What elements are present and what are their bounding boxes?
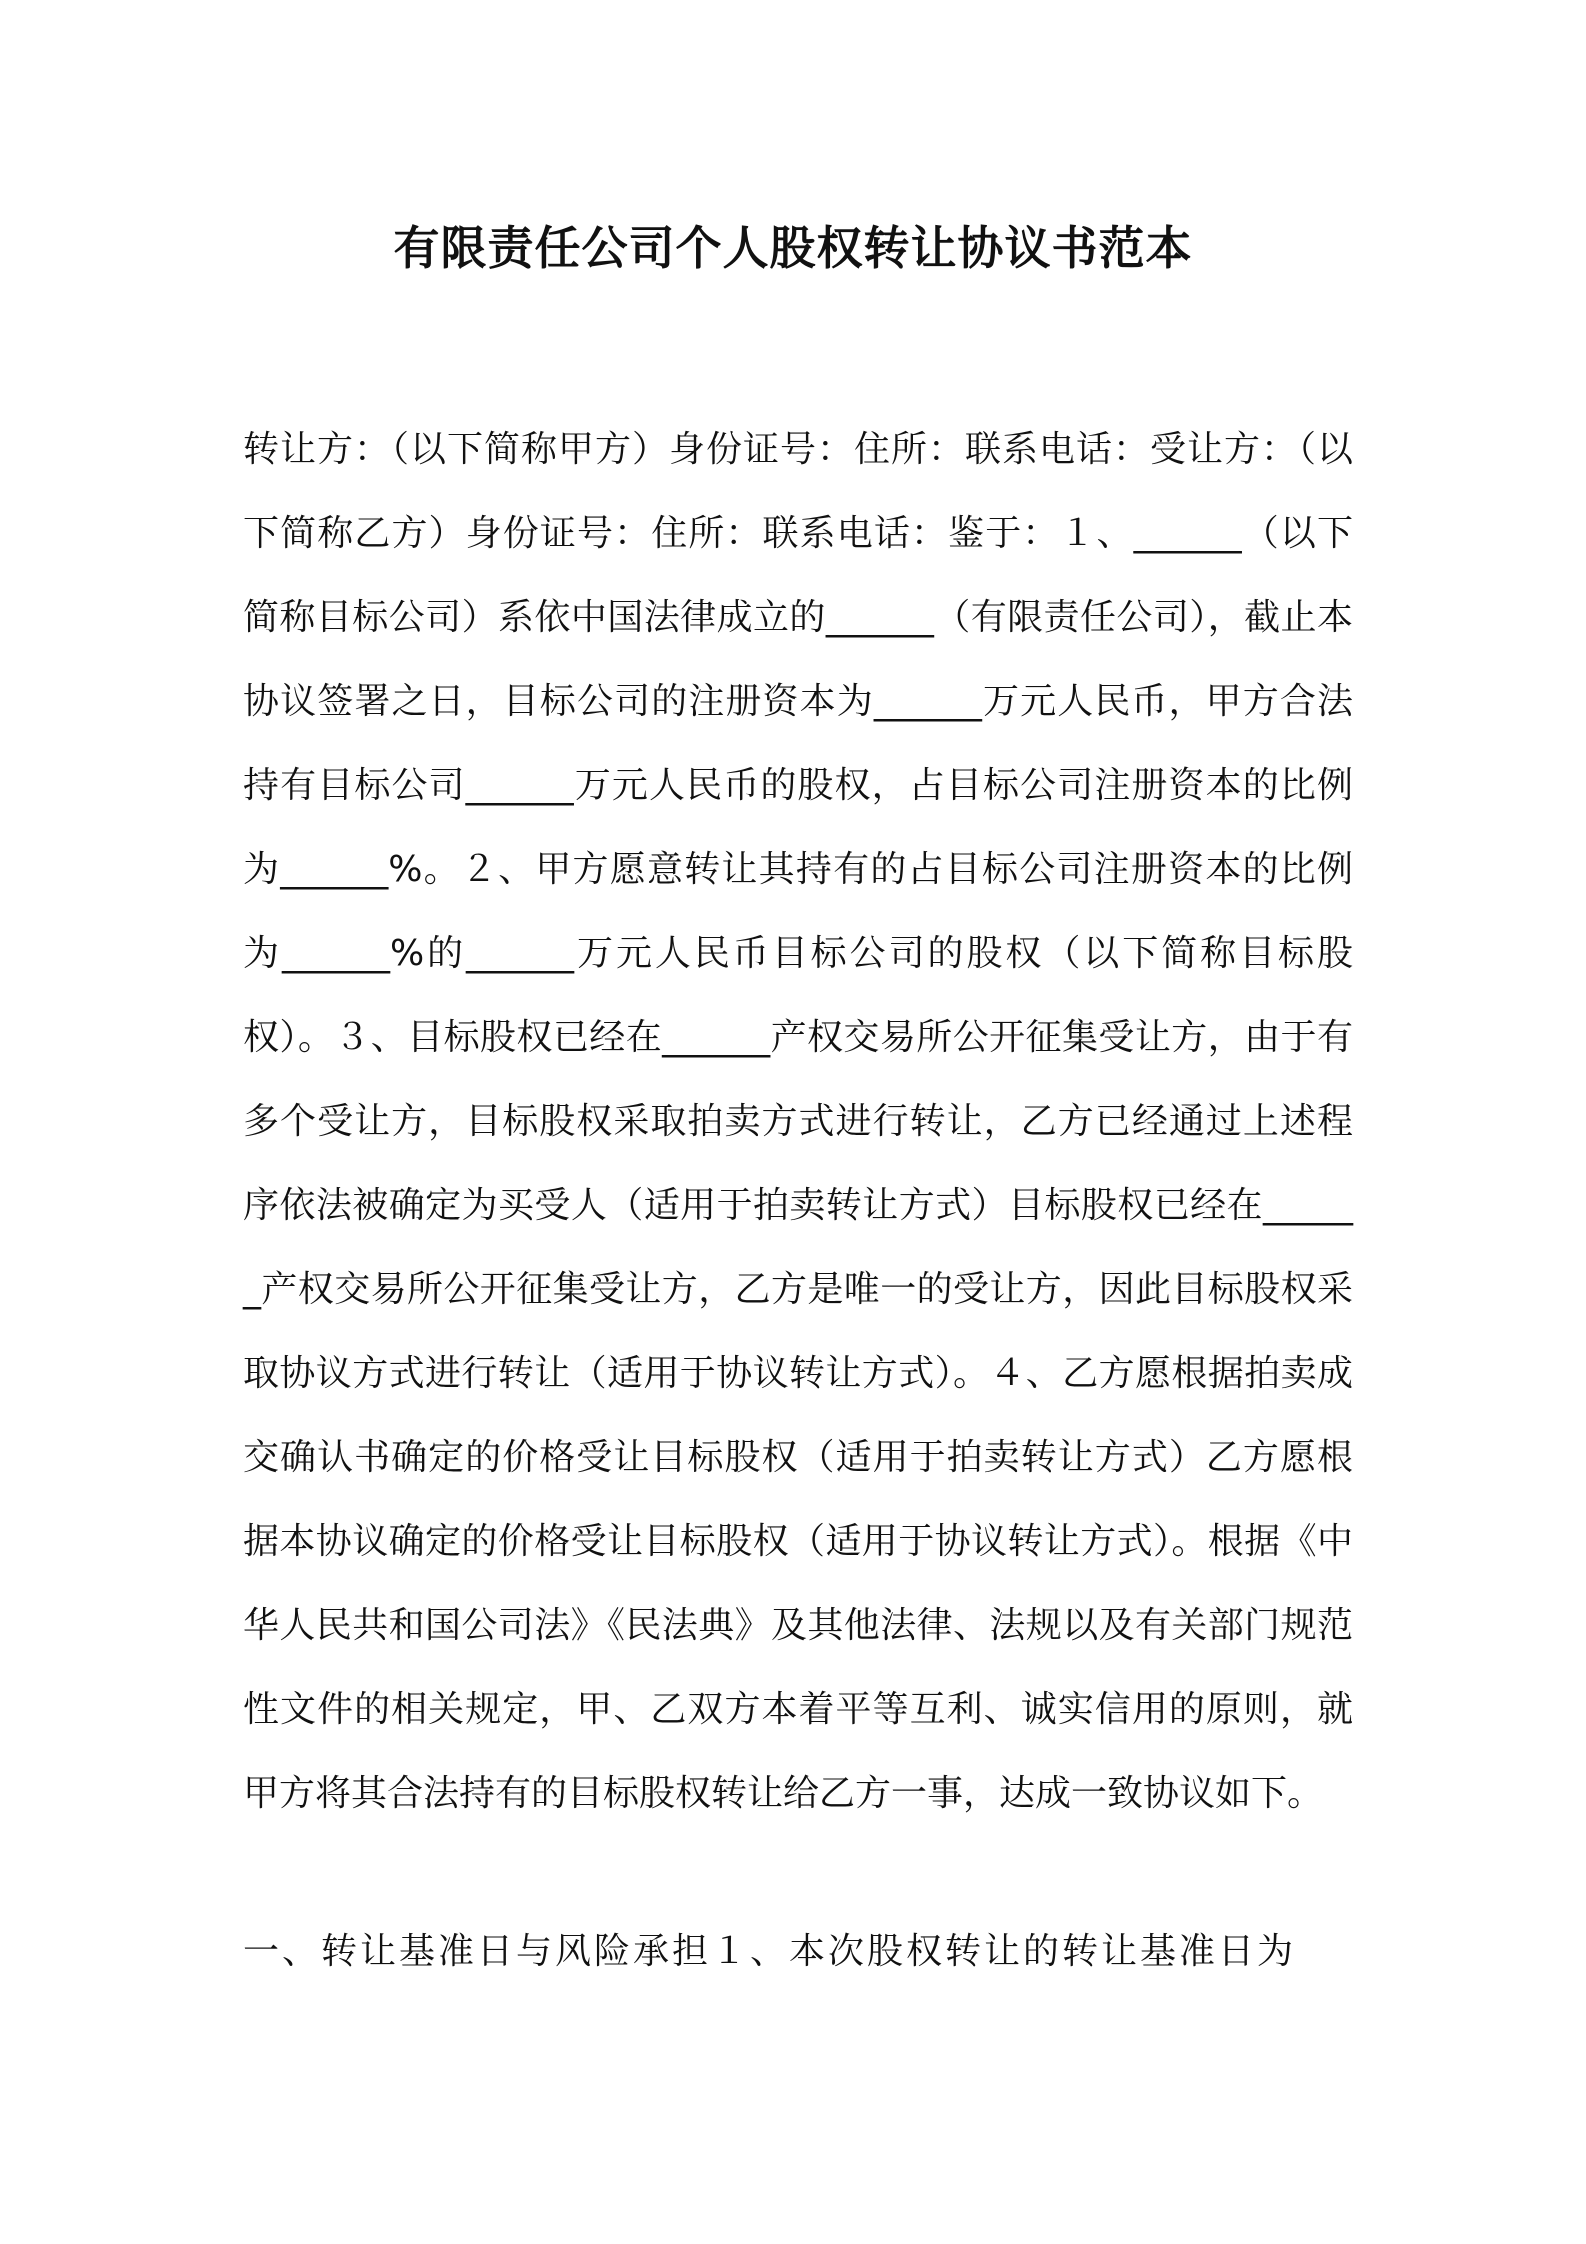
section-heading: 一、转让基准日与风险承担１、本次股权转让的转让基准日为 xyxy=(243,1931,1297,1972)
document-title: 有限责任公司个人股权转让协议书范本 xyxy=(393,221,1193,275)
document-body-paragraph: 转让方：（以下简称甲方）身份证号：住所：联系电话：受让方：（以下简称乙方）身份证号：住所：联系电话：鉴于：１、______（以下简称目标公司）系依中国法律成立的______（有限责任公司），截止本协议签署之日，目标公司的注册资本为______万元人民币，甲方合法持有目标公司______万元人民币的股权，占目标公司注册资本的比例为______%。２、甲方愿意转让其持有的占目标公司注册资本的比例为______%的______万元人民币目标公司的股权（以下简称目标股权）。３、目标股权已经在______产权交易所公开征集受让方，由于有多个受让方，目标股权采取拍卖方式进行转让，乙方已经通过上述程序依法被确定为买受人（适用于拍卖转让方式）目标股权已经在______产权交易所公开征集受让方，乙方是唯一的受让方，因此目标股权采取协议方式进行转让（适用于协议转让方式）。４、乙方愿根据拍卖成交确认书确定的价格受让目标股权（适用于拍卖转让方式）乙方愿根据本协议确定的价格受让目标股权（适用于协议转让方式）。根据《中华人民共和国公司法》《民法典》及其他法律、法规以及有关部门规范性文件的相关规定，甲、乙双方本着平等互利、诚实信用的原则，就甲方将其合法持有的目标股权转让给乙方一事，达成一致协议如下。 xyxy=(243,429,1353,1814)
